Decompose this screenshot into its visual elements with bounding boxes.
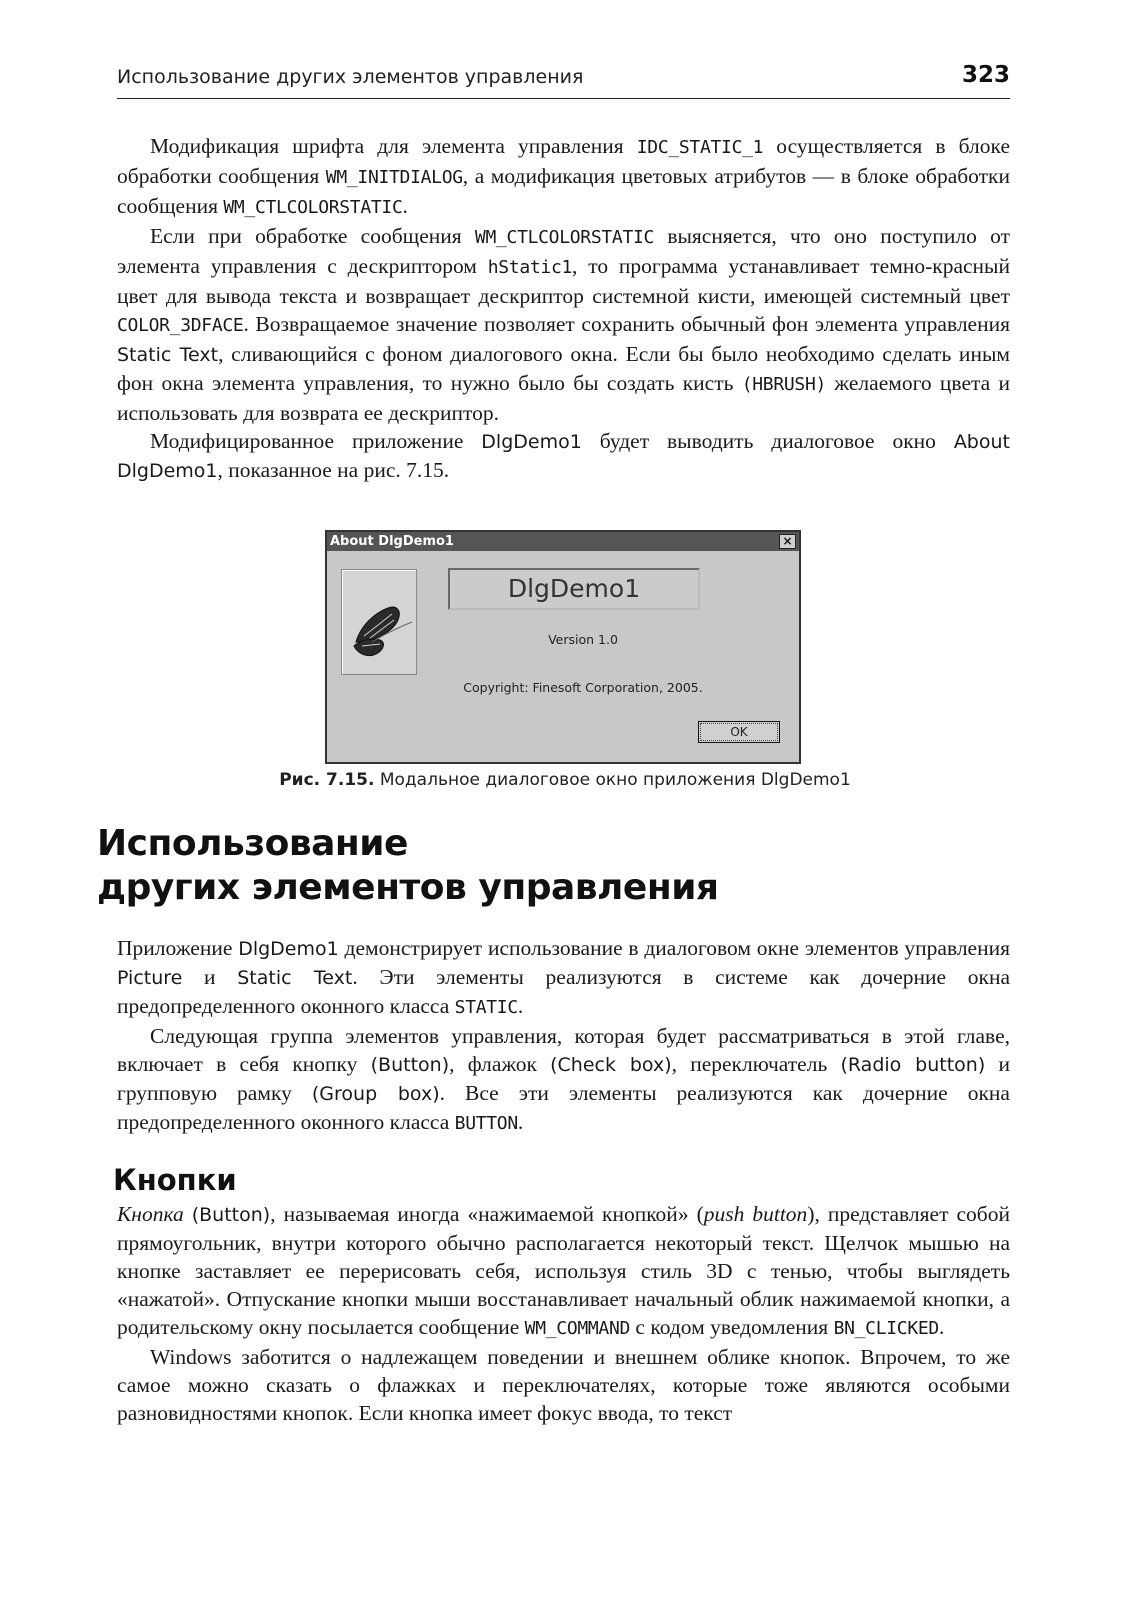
subsection-heading: Кнопки — [113, 1163, 237, 1197]
intro-text-block — [117, 132, 1010, 485]
dialog-version: Version 1.0 — [548, 632, 618, 647]
paragraph-windows-behavior: Windows заботится о надлежащем поведении и внешнем облике кнопок. Впрочем, то же самое можно сказать о флажках и переключателях, которые тоже являются особыми разновидностями кнопок. Если кнопка имеет фокус ввода, то текст — [117, 1345, 1010, 1425]
dialog-picture-frame — [341, 569, 417, 675]
dialog-copyright: Copyright: Finesoft Corporation, 2005. — [463, 680, 703, 695]
section-heading-line1: Использование — [97, 823, 408, 864]
dialog-titlebar — [327, 532, 799, 551]
figure-caption — [0, 770, 1130, 790]
paragraph-font-modification: Модификация шрифта для элемента управления IDC_STATIC_1 осуществляется в блоке обработки сообщения WM_INITDIALOG, а модификация цветовых атрибутов — в блоке обработки сообщения WM_CTLCOLORSTATIC. — [117, 134, 1010, 218]
ok-button-label: OK — [700, 723, 778, 741]
dialog-title: About DlgDemo1 — [330, 534, 454, 549]
page-number: 323 — [961, 62, 1010, 88]
paragraph-modified-app: Модифицированное приложение DlgDemo1 будет выводить диалоговое окно About DlgDemo1, показанное на рис. 7.15. — [117, 429, 1010, 482]
butterfly-icon — [342, 570, 416, 674]
about-dialog-figure — [325, 530, 801, 764]
buttons-text-block — [117, 1200, 1010, 1427]
section-heading-line2: других элементов управления — [97, 867, 719, 908]
dialog-app-name: DlgDemo1 — [448, 568, 700, 610]
figure-label: Рис. 7.15. — [279, 770, 375, 790]
ok-button[interactable] — [698, 721, 780, 743]
paragraph-button-definition: Кнопка (Button), называемая иногда «нажимаемой кнопкой» (push button), представляет собой прямоугольник, внутри которого обычно располагается некоторый текст. Щелчок мышью на кнопке заставляет ее перерисовать себя, используя стиль 3D с тенью, чтобы выглядеть «нажатой». Отпускание кнопки мыши восстанавливает начальный облик нажимаемой кнопки, а родительскому окну посылается сообщение WM_COMMAND с кодом уведомления BN_CLICKED. — [117, 1202, 1010, 1339]
paragraph-dlgdemo-controls: Приложение DlgDemo1 демонстрирует использование в диалоговом окне элементов управления Picture и Static Text. Эти элементы реализуются в системе как дочерние окна предопределенного оконного класса STATIC. — [117, 936, 1011, 1018]
running-header-title: Использование других элементов управления — [117, 66, 584, 88]
figure-caption-text: Модальное диалоговое окно приложения DlgDemo1 — [379, 770, 851, 790]
paragraph-next-group: Следующая группа элементов управления, которая будет рассматриваться в этой главе, включает в себя кнопку (Button), флажок (Check box), переключатель (Radio button) и групповую рамку (Group box). Все эти элементы реализуются как дочерние окна предопределенного оконного класса BUTTON. — [117, 1024, 1010, 1134]
section-text-block — [117, 934, 1010, 1138]
paragraph-ctlcolorstatic: Если при обработке сообщения WM_CTLCOLORSTATIC выясняется, что оно поступило от элемента управления с дескриптором hStatic1, то программа устанавливает темно-красный цвет для вывода текста и возвращает дескриптор системной кисти, имеющей системный цвет COLOR_3DFACE. Возвращаемое значение позволяет сохранить обычный фон элемента управления Static Text, сливающийся с фоном диалогового окна. Если бы было необходимо сделать иным фон окна элемента управления, то нужно было бы создать кисть (HBRUSH) желаемого цвета и использовать для возврата ее дескриптор. — [117, 224, 1011, 425]
section-heading — [97, 822, 719, 910]
close-icon[interactable]: × — [779, 534, 796, 549]
running-header — [117, 62, 1010, 99]
